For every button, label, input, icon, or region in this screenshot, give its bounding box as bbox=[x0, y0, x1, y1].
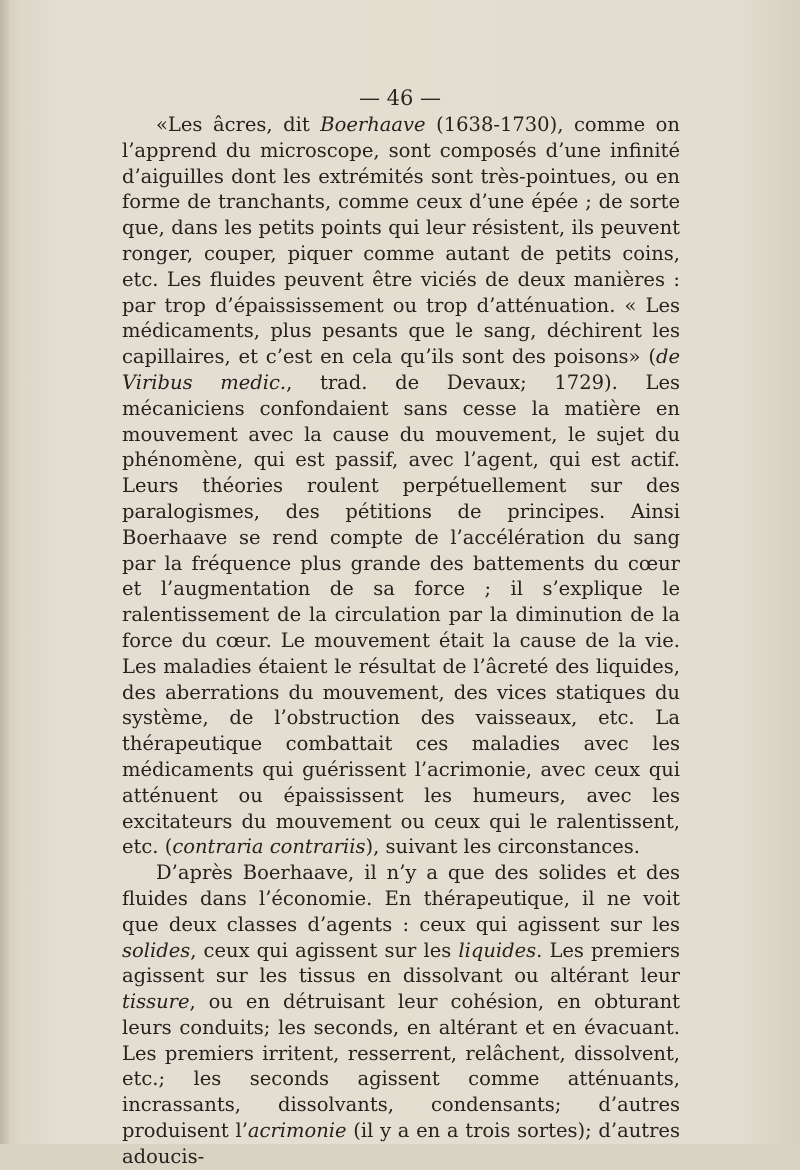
text-run: , ceux qui agissent sur les bbox=[190, 938, 459, 962]
italic-text: contraria contrariis bbox=[172, 835, 366, 859]
paragraph-2 bbox=[122, 860, 680, 1170]
italic-text: de Viribus medic. bbox=[122, 345, 680, 394]
body-text bbox=[122, 112, 680, 1170]
text-run: «Les âcres, dit bbox=[156, 113, 321, 136]
italic-text: liquides bbox=[458, 938, 537, 962]
text-run: , trad. de Devaux; 1729). Les mécaniciens confondaient sans cesse la matière en mouvement avec la cause du mouvement, le sujet du phénomène, qui est passif, avec l’agent, qui est actif. Leurs théories roulent perpétuellement sur des paralogismes, des pétitions de principes. Ainsi Boerhaave se rend compte de l’accélération du sang par la fréquence plus grande des battements du cœur et l’augmentation de sa force ; il s’explique le ralentissement de la circulation par la diminution de la force du cœur. Le mouvement était la cause de la vie. Les maladies étaient le résultat de l’âcreté des liquides, des aberrations du mouvement, des vices statiques du système, de l’obstruction des vaisseaux, etc. La thérapeutique combattait ces maladies avec les médicaments qui guérissent l’acrimonie, avec ceux qui atténuent ou épaississent les humeurs, avec les excitateurs du mouvement ou ceux qui le ralentissent, etc. ( bbox=[122, 370, 680, 859]
italic-text: Boerhaave bbox=[320, 113, 426, 136]
italic-text: tissure bbox=[122, 990, 190, 1014]
text-run: (il y a en a trois sortes); d’autres adoucis- bbox=[122, 1119, 680, 1168]
page-number: — 46 — bbox=[358, 86, 442, 110]
text-run: (1638-1730), comme on l’apprend du microscope, sont composés d’une infinité d’aiguilles dont les extrémités sont très-pointues, ou en forme de tranchants, comme ceux d’une épée ; de sorte que, dans les petits points qui leur résistent, ils peuvent ronger, couper, piquer comme autant de petits coins, etc. Les fluides peuvent être viciés de deux manières : par trop d’épaississement ou trop d’atténuation. « Les médicaments, plus pesants que le sang, déchirent les capillaires, et c’est en cela qu’ils sont des poisons» ( bbox=[122, 113, 680, 369]
italic-text: acrimonie bbox=[247, 1119, 347, 1143]
text-run: ), suivant les circonstances. bbox=[365, 835, 640, 859]
paragraph-1 bbox=[122, 112, 680, 860]
text-run: . Les premiers agissent sur les tissus en dissolvant ou altérant leur bbox=[122, 938, 680, 988]
italic-text: solides bbox=[122, 938, 191, 962]
text-run: , ou en détruisant leur cohésion, en obturant leurs conduits; les seconds, en altérant et en évacuant. Les premiers irritent, resserrent, relâchent, dissolvent, etc.; les seconds agissent comme atténuants, incrassants, dissolvants, condensants; d’autres produisent l’ bbox=[122, 990, 680, 1143]
page-binding-shadow bbox=[0, 0, 10, 1144]
text-run: D’après Boerhaave, il n’y a que des solides et des fluides dans l’économie. En thérapeutique, il ne voit que deux classes d’agents : ceux qui agissent sur les bbox=[122, 861, 680, 936]
